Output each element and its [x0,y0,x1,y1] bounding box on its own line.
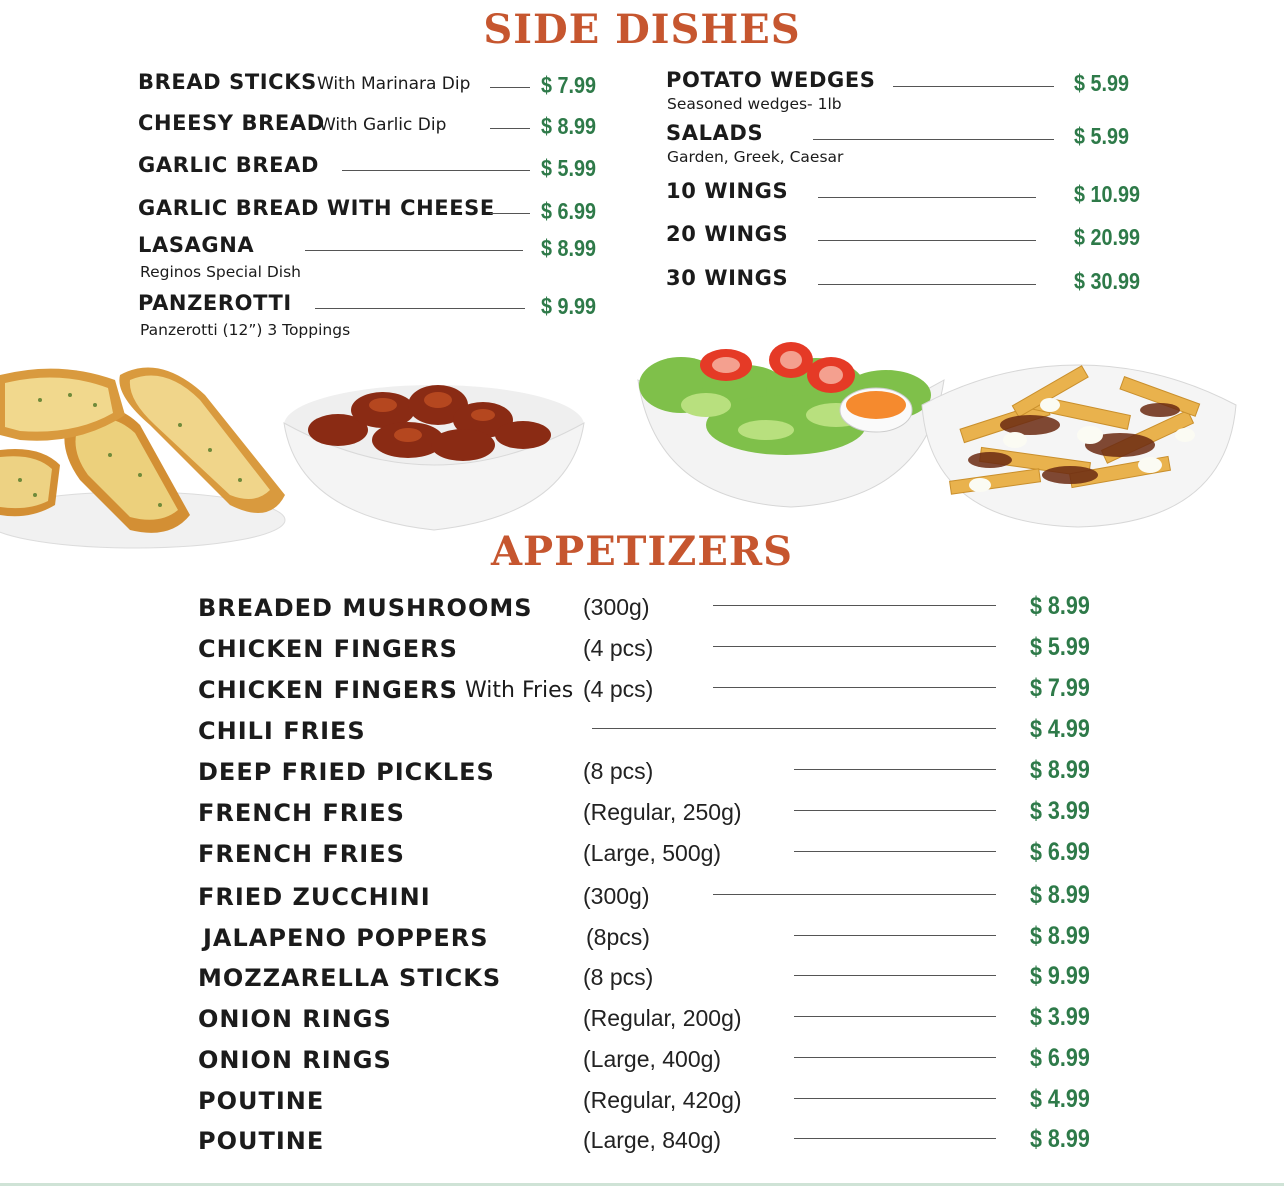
item-name: 20 WINGS [666,222,789,246]
leader-line [315,308,525,309]
item-quantity: (4 pcs) [583,676,654,702]
menu-item [0,1085,1180,1125]
item-price: $ 8.99 [1030,922,1090,950]
leader-line [794,1057,996,1058]
item-name: FRENCH FRIES [198,799,405,827]
item-price: $ 5.99 [1030,633,1090,661]
item-quantity: (300g) [583,883,650,909]
leader-line [818,240,1036,241]
item-name: ONION RINGS [198,1005,392,1033]
item-price: $ 5.99 [1074,123,1129,149]
item-name: SALADS [666,121,764,145]
item-name: MOZZARELLA STICKS [198,964,502,992]
item-quantity: (8 pcs) [583,964,654,990]
item-price: $ 9.99 [1030,962,1090,990]
item-quantity: (Regular, 250g) [583,799,742,825]
item-quantity: (8pcs) [586,924,650,950]
item-name: ONION RINGS [198,1046,392,1074]
item-price: $ 30.99 [1074,268,1141,294]
item-quantity: (Large, 500g) [583,840,722,866]
item-price: $ 10.99 [1074,181,1141,207]
appetizers-heading: APPETIZERS [491,528,793,575]
item-price: $ 5.99 [1074,70,1129,96]
leader-line [794,935,996,936]
item-quantity: (Large, 400g) [583,1046,722,1072]
item-price: $ 8.99 [1030,1125,1090,1153]
poutine-photo [920,345,1238,530]
item-price: $ 8.99 [1030,756,1090,784]
item-price: $ 3.99 [1030,797,1090,825]
menu-item [0,922,1180,962]
leader-line [794,1016,996,1017]
leader-line [794,769,996,770]
menu-item [0,962,1180,1002]
item-description: Garden, Greek, Caesar [667,148,844,166]
chicken-wings-photo [278,365,590,535]
leader-line [794,975,996,976]
garlic-bread-photo [0,355,292,550]
item-quantity: (Regular, 420g) [583,1087,742,1113]
leader-line [592,728,996,729]
item-name: BREAD STICKS [138,70,317,94]
item-name: GARLIC BREAD WITH CHEESE [138,196,495,220]
menu-item [0,1044,1180,1084]
leader-line [713,894,996,895]
item-name: CHEESY BREAD [138,111,325,135]
leader-line [893,86,1054,87]
item-name: CHICKEN FINGERS [198,676,458,704]
item-description: Reginos Special Dish [140,263,301,281]
item-note: With Fries [465,678,574,703]
item-price: $ 9.99 [541,293,596,319]
garden-salad-photo [636,335,946,515]
item-name: LASAGNA [138,233,255,257]
leader-line [813,139,1054,140]
item-name: GARLIC BREAD [138,153,319,177]
menu-item [0,179,1180,219]
item-price: $ 4.99 [1030,1085,1090,1113]
leader-line [818,197,1036,198]
item-name: POUTINE [198,1127,325,1155]
item-name: BREADED MUSHROOMS [198,594,533,622]
item-price: $ 4.99 [1030,715,1090,743]
item-price: $ 6.99 [541,198,596,224]
menu-item [0,68,1180,113]
item-price: $ 20.99 [1074,224,1141,250]
menu-item [0,797,1180,837]
item-quantity: (8 pcs) [583,758,654,784]
item-price: $ 5.99 [541,155,596,181]
item-description: Panzerotti (12”) 3 Toppings [140,321,351,339]
menu-item [0,756,1180,796]
leader-line [713,646,996,647]
item-quantity: (Large, 840g) [583,1127,722,1153]
item-name: POTATO WEDGES [666,68,876,92]
menu-item [0,633,1180,673]
item-name: 30 WINGS [666,266,789,290]
item-price: $ 7.99 [1030,674,1090,702]
leader-line [713,605,996,606]
menu-item [0,1003,1180,1043]
item-name: POUTINE [198,1087,325,1115]
item-name: 10 WINGS [666,179,789,203]
item-name: DEEP FRIED PICKLES [198,758,495,786]
menu-item [0,222,1180,262]
menu-item [0,674,1180,714]
item-price: $ 6.99 [1030,1044,1090,1072]
item-name: PANZEROTTI [138,291,292,315]
leader-line [794,851,996,852]
item-price: $ 3.99 [1030,1003,1090,1031]
leader-line [794,1138,996,1139]
menu-item [0,715,1180,755]
item-name: FRIED ZUCCHINI [198,883,431,911]
item-quantity: (Regular, 200g) [583,1005,742,1031]
item-price: $ 6.99 [1030,838,1090,866]
menu-item [0,881,1180,921]
item-price: $ 7.99 [541,72,596,98]
leader-line [713,687,996,688]
item-description: Seasoned wedges- 1lb [667,95,842,113]
item-name: CHICKEN FINGERS [198,635,458,663]
leader-line [342,170,530,171]
item-price: $ 8.99 [1030,881,1090,909]
menu-item [0,266,1180,306]
item-quantity: (4 pcs) [583,635,654,661]
item-price: $ 8.99 [1030,592,1090,620]
side-dishes-heading: SIDE DISHES [483,6,801,53]
leader-line [794,1098,996,1099]
item-name: FRENCH FRIES [198,840,405,868]
leader-line [818,284,1036,285]
item-note: With Marinara Dip [317,74,471,94]
item-quantity: (300g) [583,594,650,620]
item-name: JALAPENO POPPERS [203,924,489,952]
item-price: $ 8.99 [541,113,596,139]
menu-item [0,592,1180,632]
menu-item [0,1125,1180,1165]
leader-line [794,810,996,811]
item-name: CHILI FRIES [198,717,366,745]
item-price: $ 8.99 [541,235,596,261]
menu-item [0,838,1180,878]
item-note: With Garlic Dip [319,115,447,135]
